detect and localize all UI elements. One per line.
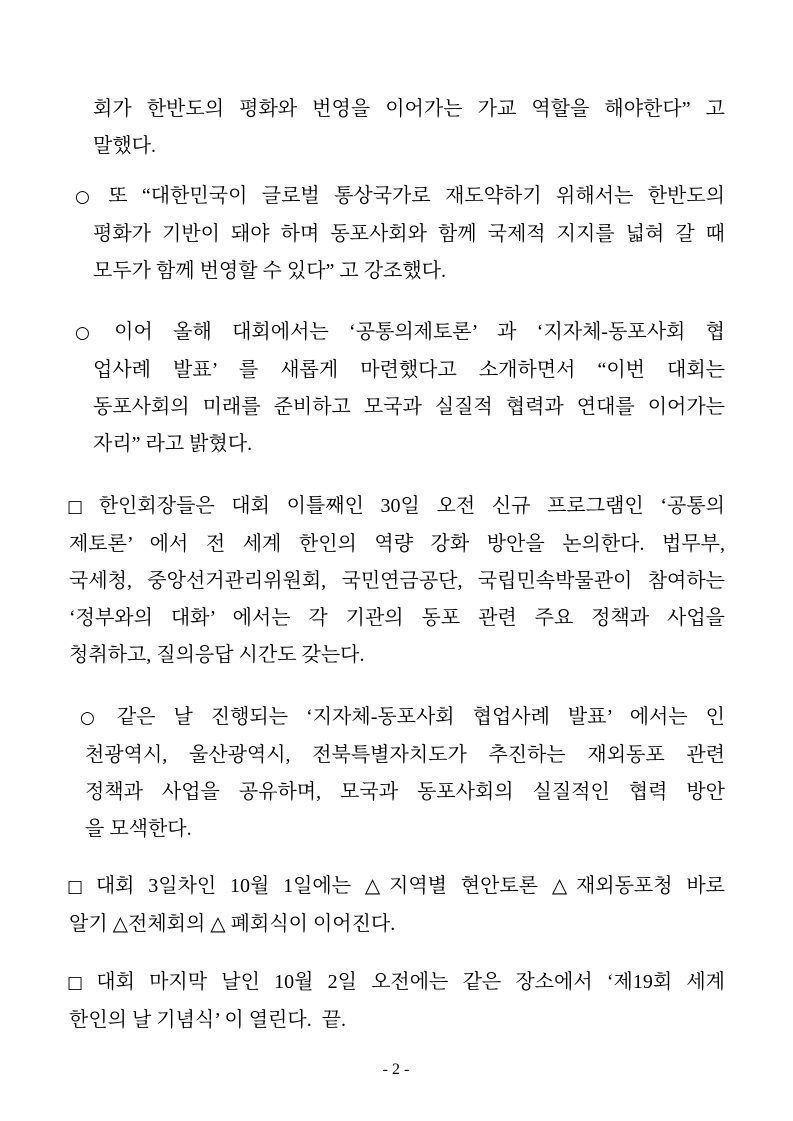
text-line: 알기 △전체회의 △ 폐회식이 이어진다. bbox=[69, 913, 396, 935]
text-line: □ 한인회장들은 대회 이틀째인 30일 오전 신규 프로그램인 ‘공통의 bbox=[67, 495, 726, 517]
text-line: ‘정부와의 대화’ 에서는 각 기관의 동포 관련 주요 정책과 사업을 bbox=[69, 607, 725, 629]
document-body bbox=[67, 91, 725, 1039]
text-line: 자리” 라고 밝혔다. bbox=[93, 433, 253, 455]
text-line: 동포사회의 미래를 준비하고 모국과 실질적 협력과 연대를 이어가는 bbox=[93, 396, 725, 418]
circle-bullet-paragraph bbox=[75, 178, 725, 290]
square-bullet-paragraph bbox=[67, 964, 725, 1039]
text-line: 모두가 함께 번영할 수 있다” 고 강조했다. bbox=[93, 260, 446, 282]
circle-bullet-icon: ○ bbox=[80, 708, 108, 728]
text-line: 업사례 발표’ 를 새롭게 마련했다고 소개하면서 “이번 대회는 bbox=[93, 359, 725, 381]
text-line: 청취하고, 질의응답 시간도 갖는다. bbox=[69, 644, 365, 666]
text-line: 국세청, 중앙선거관리위원회, 국민연금공단, 국립민속박물관이 참여하는 bbox=[69, 570, 725, 592]
continuation-paragraph bbox=[67, 91, 725, 165]
text-line: □ 대회 마지막 날인 10월 2일 오전에는 같은 장소에서 ‘제19회 세계 bbox=[67, 971, 726, 993]
text-line: 한인의 날 기념식’ 이 열린다. 끝. bbox=[69, 1009, 347, 1031]
text-line: ○ 또 “대한민국이 글로벌 통상국가로 재도약하기 위해서는 한반도의 bbox=[75, 185, 725, 207]
square-bullet-icon: □ bbox=[67, 877, 92, 897]
text-line: 정책과 사업을 공유하며, 모국과 동포사회의 실질적인 협력 방안 bbox=[85, 781, 725, 803]
text-line: □ 대회 3일차인 10월 1일에는 △지역별 현안토론 △재외동포청 바로 bbox=[67, 875, 725, 897]
text-line: 제토론’ 에서 전 세계 한인의 역량 강화 방안을 논의한다. 법무부, bbox=[69, 533, 725, 555]
text-line: 평화가 기반이 돼야 하며 동포사회와 함께 국제적 지지를 넓혀 갈 때 bbox=[93, 223, 725, 245]
circle-bullet-icon: ○ bbox=[75, 323, 106, 343]
square-bullet-paragraph bbox=[67, 488, 725, 674]
square-bullet-icon: □ bbox=[67, 497, 95, 517]
text-line: ○ 이어 올해 대회에서는 ‘공통의제토론’ 과 ‘지자체-동포사회 협 bbox=[75, 321, 725, 343]
circle-bullet-icon: ○ bbox=[75, 187, 100, 207]
text-line: 천광역시, 울산광역시, 전북특별자치도가 추진하는 재외동포 관련 bbox=[85, 744, 725, 766]
text-line: 을 모색한다. bbox=[85, 818, 192, 840]
circle-bullet-paragraph bbox=[80, 699, 725, 848]
text-line: 회가 한반도의 평화와 번영을 이어가는 가교 역할을 해야한다” 고 bbox=[93, 98, 725, 120]
square-bullet-icon: □ bbox=[67, 973, 93, 993]
page-footer bbox=[67, 1058, 725, 1082]
text-line: 말했다. bbox=[93, 135, 156, 157]
square-bullet-paragraph bbox=[67, 868, 725, 943]
circle-bullet-paragraph bbox=[75, 314, 725, 463]
text-line: ○ 같은 날 진행되는 ‘지자체-동포사회 협업사례 발표’ 에서는 인 bbox=[80, 706, 725, 728]
page-number: - 2 - bbox=[382, 1061, 410, 1078]
